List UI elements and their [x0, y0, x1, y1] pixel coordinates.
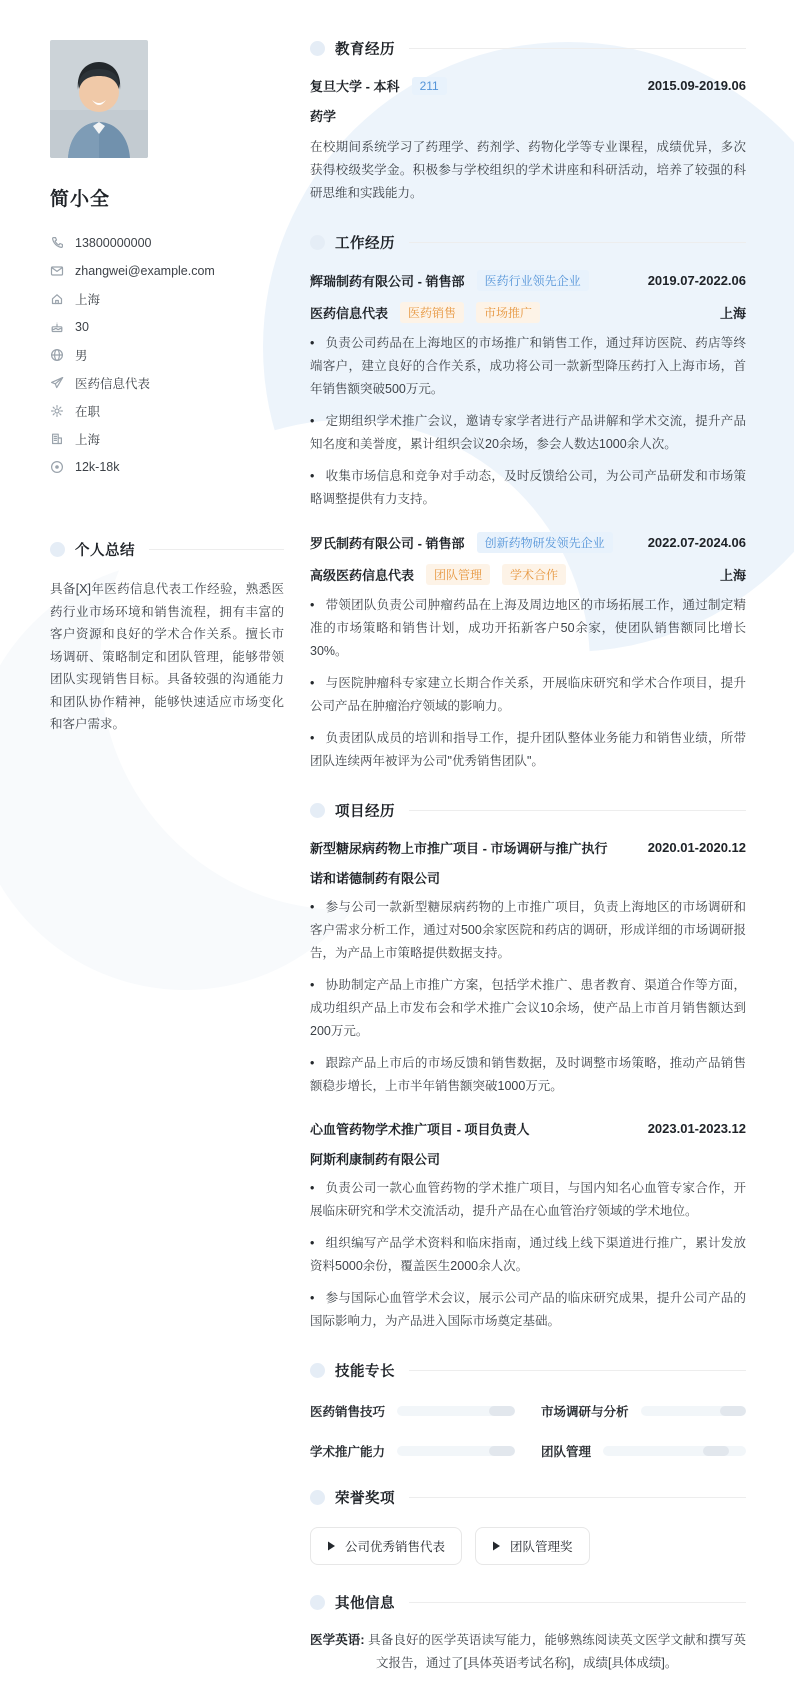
- project-bullet: • 组织编写产品学术资料和临床指南，通过线上线下渠道进行推广，累计发放资料5000余份，覆盖医生2000余人次。: [310, 1232, 746, 1278]
- home-icon: [50, 292, 64, 306]
- work-bullet: • 收集市场信息和竞争对手动态，及时反馈给公司，为公司产品研发和市场策略调整提供有力支持。: [310, 465, 746, 511]
- project-bullet: • 跟踪产品上市后的市场反馈和销售数据，及时调整市场策略，推动产品销售额稳步增长，上市半年销售额突破1000万元。: [310, 1052, 746, 1098]
- work-bullet: • 负责公司药品在上海地区的市场推广和销售工作，通过拜访医院、药店等终端客户，建立良好的合作关系，成功将公司一款新型降压药打入上海市场，首年销售额突破500万元。: [310, 332, 746, 401]
- section-header: [310, 1360, 746, 1381]
- school-name: 复旦大学 - 本科: [310, 79, 400, 94]
- job-title: 医药信息代表: [310, 306, 389, 321]
- skill-bar-thumb: [703, 1446, 729, 1456]
- project-date: 2020.01-2020.12: [647, 840, 746, 855]
- gender-icon: [50, 348, 64, 362]
- contact-location-value: 上海: [75, 293, 101, 307]
- project-date: 2023.01-2023.12: [647, 1121, 746, 1136]
- company-name: 罗氏制药有限公司 - 销售部: [310, 536, 465, 551]
- candidate-name: 简小全: [50, 189, 111, 210]
- section-honors: [310, 1487, 746, 1565]
- play-icon: [492, 1541, 501, 1551]
- honor-label: 公司优秀销售代表: [345, 1540, 446, 1554]
- project-bullet: • 负责公司一款心血管药物的学术推广项目，与国内知名心血管专家合作，开展临床研究和学术交流活动，提升产品在心血管治疗领域的学术地位。: [310, 1177, 746, 1223]
- contact-position-value: 医药信息代表: [75, 377, 151, 391]
- section-divider: [149, 549, 284, 550]
- other-info-text: [310, 1629, 746, 1675]
- section-dot-icon: [310, 1595, 325, 1610]
- other-info-label: 医学英语:: [310, 1633, 365, 1647]
- mail-icon: [50, 264, 64, 278]
- salary-icon: [50, 460, 64, 474]
- contact-age: [50, 313, 284, 341]
- contact-phone: [50, 229, 284, 257]
- profile-photo: [50, 40, 148, 158]
- section-projects: [310, 800, 746, 1333]
- work-entry: [310, 532, 746, 773]
- section-title: 教育经历: [335, 42, 395, 58]
- section-dot-icon: [50, 542, 65, 557]
- summary-text: 具备[X]年医药信息代表工作经验，熟悉医药行业市场环境和销售流程，拥有丰富的客户资源和良好的学术合作关系。擅长市场调研、策略制定和团队管理，能够带领团队实现销售目标。具备较强的沟通能力和团队协作精神，能够快速适应市场变化和客户需求。: [50, 582, 284, 731]
- contact-salary-value: 12k-18k: [75, 460, 120, 474]
- section-title: 个人总结: [75, 543, 135, 559]
- contact-status-value: 在职: [75, 405, 101, 419]
- skill-bar: [397, 1406, 515, 1416]
- project-company: 诺和诺德制药有限公司: [310, 871, 441, 886]
- contact-list: [50, 229, 284, 481]
- section-dot-icon: [310, 1490, 325, 1505]
- honor-pill[interactable]: [310, 1527, 462, 1565]
- section-education: [310, 38, 746, 205]
- skill-label: 医药销售技巧: [310, 1405, 386, 1419]
- company-tag: 医药行业领先企业: [477, 270, 589, 291]
- job-tag: 团队管理: [426, 564, 490, 585]
- section-title: 技能专长: [335, 1364, 395, 1380]
- work-date: 2022.07-2024.06: [647, 535, 746, 550]
- job-tag: 学术合作: [502, 564, 566, 585]
- company-icon: [50, 432, 64, 446]
- honor-pill[interactable]: [475, 1527, 590, 1565]
- job-tag: 市场推广: [476, 302, 540, 323]
- contact-age-value: 30: [75, 320, 89, 334]
- work-entry: [310, 270, 746, 511]
- contact-phone-value: 13800000000: [75, 236, 152, 250]
- section-header: [310, 1592, 746, 1613]
- honor-label: 团队管理奖: [510, 1540, 573, 1554]
- section-work-experience: [310, 232, 746, 773]
- section-title: 工作经历: [335, 236, 395, 252]
- company-tag: 创新药物研发领先企业: [477, 532, 613, 553]
- skill-bar: [641, 1406, 746, 1416]
- skill-bar: [397, 1446, 515, 1456]
- job-location: 上海: [719, 306, 746, 321]
- section-divider: [409, 1370, 746, 1371]
- work-bullet: • 带领团队负责公司肿瘤药品在上海及周边地区的市场拓展工作，通过制定精准的市场策略和销售计划，成功开拓新客户50余家，使团队销售额同比增长30%。: [310, 594, 746, 663]
- section-skills: [310, 1360, 746, 1460]
- project-company: 阿斯利康制药有限公司: [310, 1152, 441, 1167]
- skill-item: [310, 1442, 515, 1460]
- education-description: 在校期间系统学习了药理学、药剂学、药物化学等专业课程，成绩优异，多次获得校级奖学金。积极参与学校组织的学术讲座和科研活动，培养了较强的科研思维和实践能力。: [310, 140, 746, 200]
- work-date: 2019.07-2022.06: [647, 273, 746, 288]
- job-title: 高级医药信息代表: [310, 568, 415, 583]
- contact-gender-value: 男: [75, 349, 88, 363]
- phone-icon: [50, 236, 64, 250]
- section-title: 荣誉奖项: [335, 1491, 395, 1507]
- sidebar: [50, 40, 284, 736]
- skill-bar-thumb: [489, 1446, 515, 1456]
- contact-status: [50, 397, 284, 425]
- contact-email: [50, 257, 284, 285]
- job-tag: 医药销售: [400, 302, 464, 323]
- section-header: [50, 539, 284, 560]
- skill-bar-thumb: [720, 1406, 746, 1416]
- skill-label: 学术推广能力: [310, 1445, 386, 1459]
- section-divider: [409, 1497, 746, 1498]
- section-divider: [409, 48, 746, 49]
- play-icon: [327, 1541, 336, 1551]
- section-divider: [409, 242, 746, 243]
- status-icon: [50, 404, 64, 418]
- contact-company-city: [50, 425, 284, 453]
- other-info-value: 具备良好的医学英语读写能力，能够熟练阅读英文医学文献和撰写英文报告，通过了[具体英语考试名称]，成绩[具体成绩]。: [368, 1633, 746, 1670]
- age-icon: [50, 320, 64, 334]
- section-dot-icon: [310, 1363, 325, 1378]
- skill-label: 市场调研与分析: [541, 1405, 629, 1419]
- contact-company-city-value: 上海: [75, 433, 101, 447]
- contact-email-value: zhangwei@example.com: [75, 264, 215, 278]
- section-title: 项目经历: [335, 804, 395, 820]
- section-header: [310, 1487, 746, 1508]
- skill-bar: [603, 1446, 746, 1456]
- job-location: 上海: [719, 568, 746, 583]
- skill-bar-thumb: [489, 1406, 515, 1416]
- skill-item: [310, 1402, 515, 1420]
- school-tag: 211: [412, 77, 447, 95]
- section-dot-icon: [310, 235, 325, 250]
- contact-gender: [50, 341, 284, 369]
- project-bullet: • 协助制定产品上市推广方案，包括学术推广、患者教育、渠道合作等方面，成功组织产品上市发布会和学术推广会议10余场，使产品上市首月销售额达到200万元。: [310, 974, 746, 1043]
- section-title: 其他信息: [335, 1596, 395, 1612]
- resume-main: [310, 38, 746, 1702]
- section-divider: [409, 810, 746, 811]
- section-header: [310, 38, 746, 59]
- section-personal-summary: [50, 539, 284, 736]
- section-other-info: [310, 1592, 746, 1675]
- project-entry: [310, 838, 746, 1098]
- position-icon: [50, 376, 64, 390]
- work-bullet: • 与医院肿瘤科专家建立长期合作关系，开展临床研究和学术合作项目，提升公司产品在肿瘤治疗领域的影响力。: [310, 672, 746, 718]
- contact-position: [50, 369, 284, 397]
- work-bullet: • 负责团队成员的培训和指导工作，提升团队整体业务能力和销售业绩，所带团队连续两年被评为公司"优秀销售团队"。: [310, 727, 746, 773]
- work-bullet: • 定期组织学术推广会议，邀请专家学者进行产品讲解和学术交流，提升产品知名度和美誉度，累计组织会议20余场，参会人数达1000余人次。: [310, 410, 746, 456]
- section-dot-icon: [310, 41, 325, 56]
- project-name: 新型糖尿病药物上市推广项目 - 市场调研与推广执行: [310, 841, 608, 856]
- section-divider: [409, 1602, 746, 1603]
- section-header: [310, 232, 746, 253]
- project-name: 心血管药物学术推广项目 - 项目负责人: [310, 1122, 530, 1137]
- section-dot-icon: [310, 803, 325, 818]
- contact-salary: [50, 453, 284, 481]
- company-name: 辉瑞制药有限公司 - 销售部: [310, 274, 465, 289]
- project-bullet: • 参与公司一款新型糖尿病药物的上市推广项目，负责上海地区的市场调研和客户需求分析工作，通过对500余家医院和药店的调研，形成详细的市场调研报告，为产品上市策略提供数据支持。: [310, 896, 746, 965]
- project-entry: [310, 1119, 746, 1333]
- education-date: 2015.09-2019.06: [647, 78, 746, 93]
- skill-label: 团队管理: [541, 1445, 592, 1459]
- project-bullet: • 参与国际心血管学术会议，展示公司产品的临床研究成果，提升公司产品的国际影响力，为产品进入国际市场奠定基础。: [310, 1287, 746, 1333]
- section-header: [310, 800, 746, 821]
- skill-item: [541, 1442, 746, 1460]
- skill-item: [541, 1402, 746, 1420]
- major-name: 药学: [310, 109, 337, 124]
- contact-location: [50, 285, 284, 313]
